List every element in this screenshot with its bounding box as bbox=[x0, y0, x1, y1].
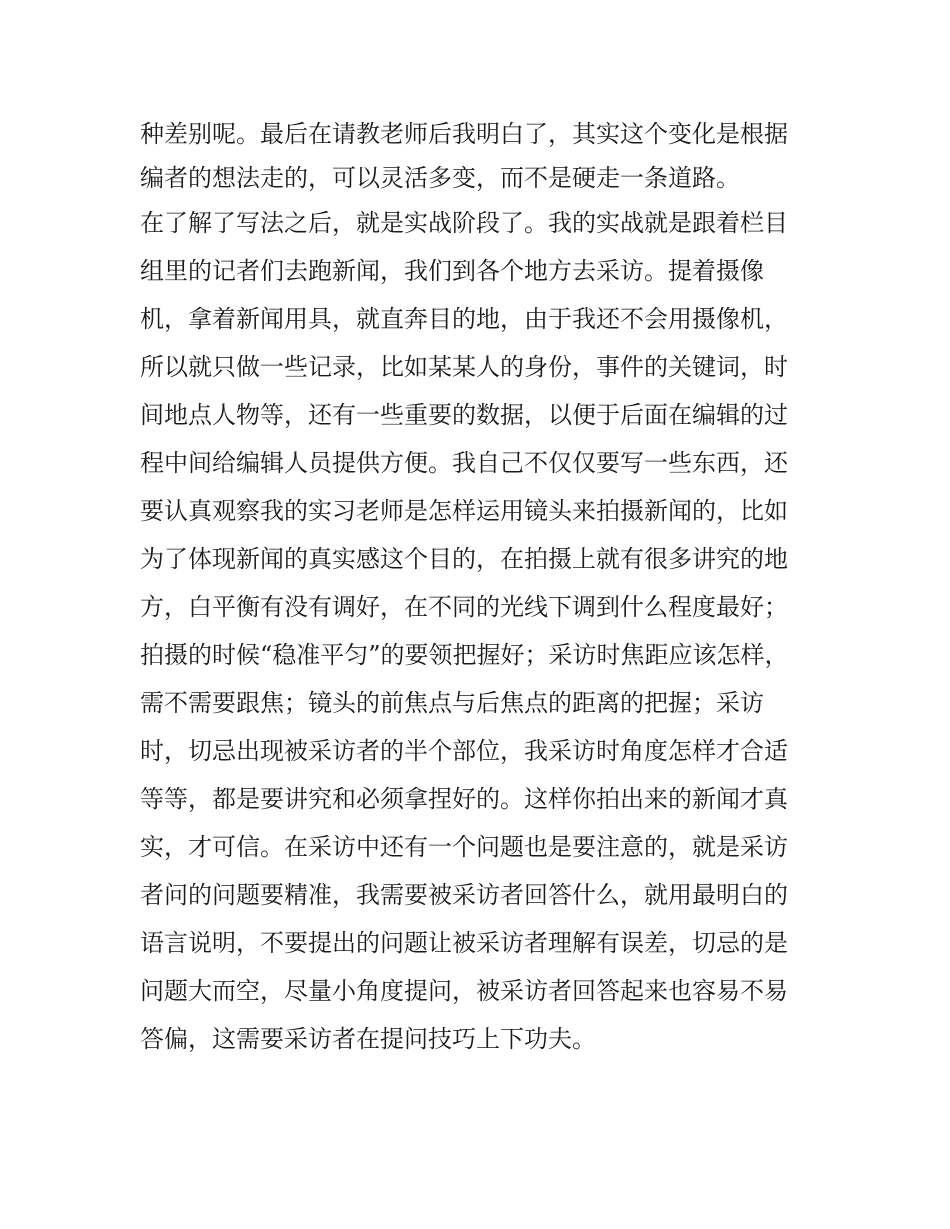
text-line: 种差别呢。最后在请教老师后我明白了，其实这个变化是根据 bbox=[140, 120, 788, 148]
text-line: 者问的问题要精准，我需要被采访者回答什么，就用最明白的 bbox=[140, 881, 788, 909]
text-line: 拍摄的时候“稳准平匀”的要领把握好；采访时焦距应该怎样， bbox=[140, 641, 789, 669]
text-line: 所以就只做一些记录，比如某某人的身份，事件的关键词，时 bbox=[140, 353, 788, 381]
text-line: 要认真观察我的实习老师是怎样运用镜头来拍摄新闻的，比如 bbox=[140, 497, 788, 525]
text-line: 在了解了写法之后，就是实战阶段了。我的实战就是跟着栏目 bbox=[140, 209, 788, 237]
text-line: 时，切忌出现被采访者的半个部位，我采访时角度怎样才合适 bbox=[140, 737, 788, 765]
text-line: 为了体现新闻的真实感这个目的，在拍摄上就有很多讲究的地 bbox=[140, 545, 788, 573]
text-line: 等等，都是要讲究和必须拿捏好的。这样你拍出来的新闻才真 bbox=[140, 785, 788, 813]
text-line: 机，拿着新闻用具，就直奔目的地，由于我还不会用摄像机， bbox=[140, 305, 788, 333]
text-line: 语言说明，不要提出的问题让被采访者理解有误差，切忌的是 bbox=[140, 929, 788, 957]
text-line: 组里的记者们去跑新闻，我们到各个地方去采访。提着摄像 bbox=[140, 257, 764, 285]
text-line: 编者的想法走的，可以灵活多变，而不是硬走一条道路。 bbox=[140, 164, 740, 192]
text-line: 答偏，这需要采访者在提问技巧上下功夫。 bbox=[140, 1025, 596, 1053]
text-line: 问题大而空，尽量小角度提问，被采访者回答起来也容易不易 bbox=[140, 977, 788, 1005]
body-text bbox=[140, 110, 820, 1063]
text-line: 间地点人物等，还有一些重要的数据，以便于后面在编辑的过 bbox=[140, 401, 788, 429]
text-line: 实，才可信。在采访中还有一个问题也是要注意的，就是采访 bbox=[140, 833, 788, 861]
text-line: 方，白平衡有没有调好，在不同的光线下调到什么程度最好； bbox=[140, 593, 788, 621]
text-line: 程中间给编辑人员提供方便。我自己不仅仅要写一些东西，还 bbox=[140, 449, 788, 477]
text-line: 需不需要跟焦；镜头的前焦点与后焦点的距离的把握；采访 bbox=[140, 689, 764, 717]
